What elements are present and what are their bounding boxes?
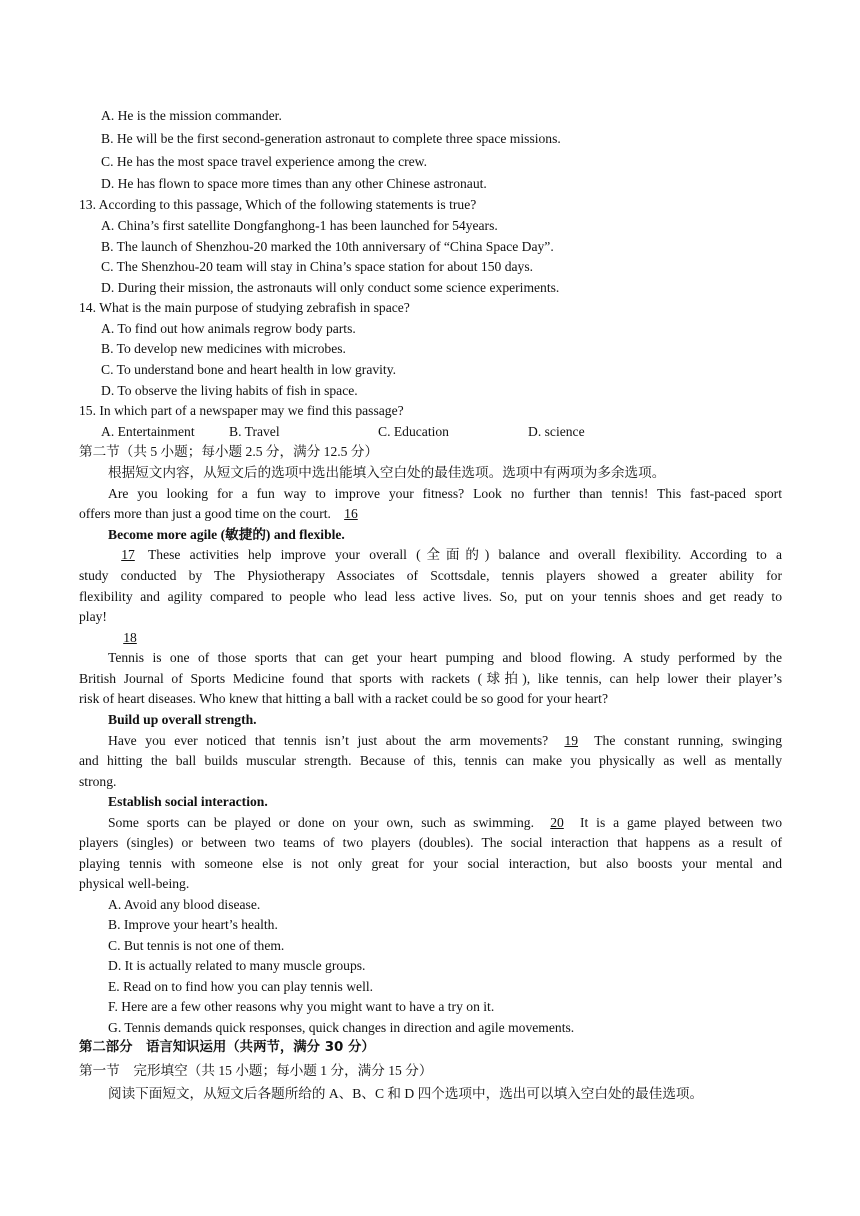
q13-option-c: C. The Shenzhou-20 team will stay in China’s space station for about 150 days. — [101, 259, 534, 274]
blank-18: 18 — [123, 630, 137, 645]
p2-line2: study conducted by The Physiotherapy Associates of Scottsdale, tennis players showed a greater ability for — [79, 568, 782, 583]
p4-line1-text-a: Have you ever noticed that tennis isn’t just about the arm movements? — [108, 733, 549, 748]
p2-line1-text: These activities help improve your overall (全面的) balance and overall flexibility. According to a — [148, 547, 782, 562]
blank-16: 16 — [344, 506, 358, 521]
blank-20: 20 — [550, 815, 564, 830]
blank-17: 17 — [121, 547, 135, 562]
p5-line4: physical well-being. — [79, 876, 190, 891]
q13-option-a: A. China’s first satellite Dongfanghong-1 has been launched for 54years. — [101, 218, 498, 233]
q14-option-d: D. To observe the living habits of fish in space. — [101, 383, 358, 398]
p1-line2-text: offers more than just a good time on the court. — [79, 506, 331, 521]
q12-option-b: B. He will be the first second-generation astronaut to complete three space missions. — [101, 131, 561, 146]
part2-section1: 第一节 完形填空（共 15 小题；每小题 1 分，满分 15 分） — [79, 1063, 433, 1078]
p4-line1 — [79, 734, 782, 748]
p3-line3: risk of heart diseases. Who knew that hitting a ball with a racket could be so good for your heart? — [79, 691, 608, 706]
p4-line3: strong. — [79, 774, 117, 789]
heading-social: Establish social interaction. — [108, 794, 268, 809]
q14-stem: 14. What is the main purpose of studying zebrafish in space? — [79, 300, 410, 315]
p5-line3: playing tennis with someone else is not only great for your social interaction, but also boosts your mental and — [79, 856, 782, 871]
q15-option-a: A. Entertainment — [101, 424, 195, 439]
q15-option-d: D. science — [528, 424, 585, 439]
p1-line1: Are you looking for a fun way to improve your fitness? Look no further than tennis! This fast-paced sport — [108, 486, 782, 501]
s2-option-g: G. Tennis demands quick responses, quick changes in direction and agile movements. — [108, 1020, 575, 1035]
p4-line2: and hitting the ball builds muscular strength. Because of this, tennis can make you physically as well as mentally — [79, 753, 782, 768]
p3-line2: British Journal of Sports Medicine found that sports with rackets (球拍), like tennis, can help lower their player’s — [79, 671, 782, 686]
section2-instruction: 根据短文内容，从短文后的选项中选出能填入空白处的最佳选项。选项中有两项为多余选项。 — [108, 465, 666, 480]
q13-option-b: B. The launch of Shenzhou-20 marked the 10th anniversary of “China Space Day”. — [101, 239, 554, 254]
p5-line1-text-b: It is a game played between two — [579, 815, 782, 830]
section2-header: 第二节（共 5 小题；每小题 2.5 分，满分 12.5 分） — [79, 444, 379, 459]
q12-option-d: D. He has flown to space more times than any other Chinese astronaut. — [101, 176, 487, 191]
s2-option-b: B. Improve your heart’s health. — [108, 917, 278, 932]
p1-line2 — [79, 507, 371, 521]
p4-line1-text-b: The constant running, swinging — [594, 733, 783, 748]
p5-line1-text-a: Some sports can be played or done on your own, such as swimming. — [108, 815, 534, 830]
s2-option-e: E. Read on to find how you can play tennis well. — [108, 979, 374, 994]
p2-line4: play! — [79, 609, 107, 624]
p2-line3: flexibility and agility compared to people who lead less active lives. So, put on your tennis shoes and get ready to — [79, 589, 782, 604]
p3-line1: Tennis is one of those sports that can get your heart pumping and blood flowing. A study performed by the — [108, 650, 782, 665]
p5-line1 — [79, 816, 782, 830]
s2-option-f: F. Here are a few other reasons why you might want to have a try on it. — [108, 999, 495, 1014]
heading-agile: Become more agile (敏捷的) and flexible. — [108, 527, 345, 542]
p2-line1 — [79, 548, 782, 562]
q15-option-c: C. Education — [378, 424, 449, 439]
s2-option-d: D. It is actually related to many muscle groups. — [108, 958, 366, 973]
blank-18-line — [108, 631, 152, 645]
q13-option-d: D. During their mission, the astronauts will only conduct some science experiments. — [101, 280, 560, 295]
q15-option-b: B. Travel — [229, 424, 280, 439]
q14-option-b: B. To develop new medicines with microbes. — [101, 341, 346, 356]
q15-stem: 15. In which part of a newspaper may we find this passage? — [79, 403, 404, 418]
s2-option-a: A. Avoid any blood disease. — [108, 897, 261, 912]
q12-option-c: C. He has the most space travel experience among the crew. — [101, 154, 427, 169]
q14-option-c: C. To understand bone and heart health in low gravity. — [101, 362, 397, 377]
part2-header: 第二部分 语言知识运用（共两节，满分 30 分） — [79, 1040, 375, 1055]
heading-strength: Build up overall strength. — [108, 712, 257, 727]
q14-option-a: A. To find out how animals regrow body parts. — [101, 321, 356, 336]
q13-stem: 13. According to this passage, Which of the following statements is true? — [79, 197, 477, 212]
s2-option-c: C. But tennis is not one of them. — [108, 938, 285, 953]
q12-option-a: A. He is the mission commander. — [101, 108, 282, 123]
p5-line2: players (singles) or between two teams of two players (doubles). The social interaction that happens as a result of — [79, 835, 782, 850]
part2-instruction: 阅读下面短文，从短文后各题所给的 A、B、C 和 D 四个选项中，选出可以填入空白处的最佳选项。 — [108, 1086, 704, 1101]
blank-19: 19 — [564, 733, 579, 748]
